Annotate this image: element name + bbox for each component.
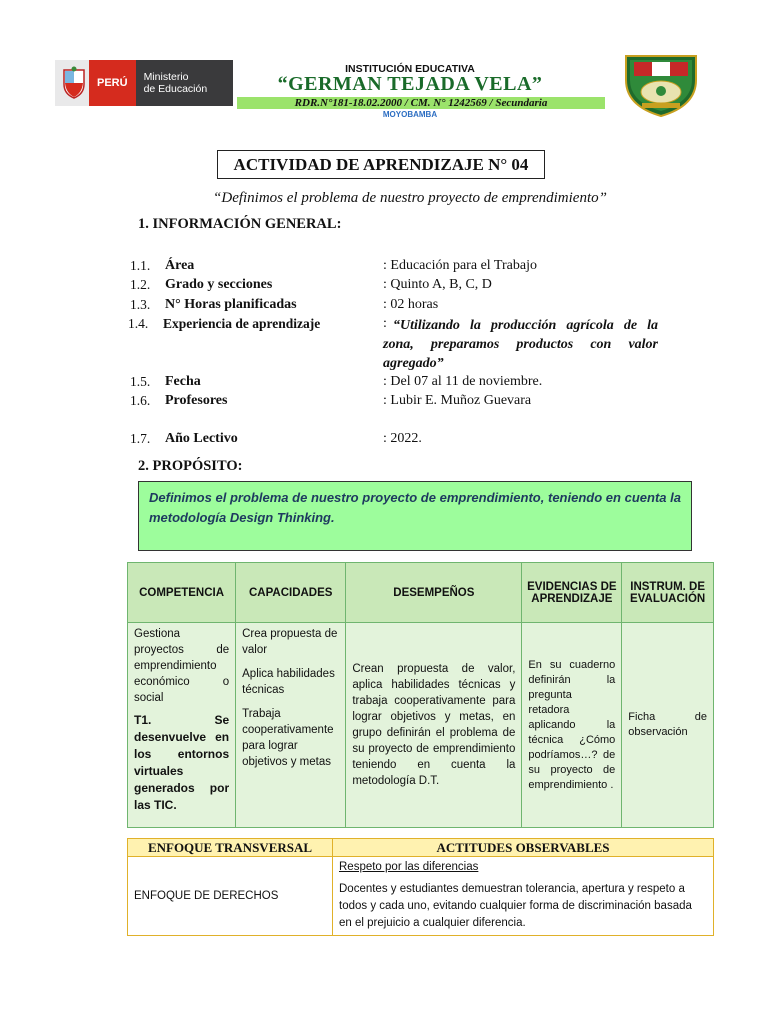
- activity-title: ACTIVIDAD DE APRENDIZAJE N° 04: [217, 150, 545, 179]
- info-value-grado: : Quinto A, B, C, D: [383, 277, 492, 292]
- ministry-name: [136, 60, 233, 106]
- info-value-area: : Educación para el Trabajo: [383, 258, 537, 273]
- institution-label: INSTITUCIÓN EDUCATIVA: [345, 63, 475, 75]
- cell-desempenos: Crean propuesta de valor, aplica habilidades técnicas y trabaja cooperativamente para lograr objetivos y metas, en grupo definirán el problema de su proyecto de emprendimiento teniendo en cuenta la metodología D.T.: [346, 623, 522, 828]
- competencia-t1: T1. Se desenvuelve en los entornos virtuales generados por las TIC.: [134, 713, 230, 812]
- info-value-anio: : 2022.: [383, 431, 422, 446]
- info-label-profesores: Profesores: [165, 393, 228, 408]
- info-value-colon: :: [383, 316, 387, 331]
- enfoque-actitud: Docentes y estudiantes demuestran tolerancia, apertura y respeto a todos y cada uno, evitando cualquier forma de discriminación basada en el prejuicio a cualquier diferencia.: [339, 883, 692, 929]
- proposito-box: Definimos el problema de nuestro proyecto de emprendimiento, teniendo en cuenta la metodología Design Thinking.: [138, 481, 692, 551]
- school-crest-icon: [620, 50, 702, 118]
- info-num: 1.6.: [130, 393, 151, 408]
- school-name: “GERMAN TEJADA VELA”: [277, 73, 543, 95]
- activity-subtitle: “Definimos el problema de nuestro proyecto de emprendimiento”: [213, 190, 607, 206]
- header-instrumento: INSTRUM. DE EVALUACIÓN: [622, 563, 714, 623]
- capacidad-item: Aplica habilidades técnicas: [242, 668, 335, 696]
- cell-competencia: [128, 623, 236, 828]
- header-competencia: COMPETENCIA: [128, 563, 236, 623]
- peru-shield-icon: [59, 64, 89, 102]
- header-enfoque: ENFOQUE TRANSVERSAL: [128, 839, 333, 857]
- ministry-name-line2: de Educación: [143, 83, 208, 95]
- info-value-fecha: : Del 07 al 11 de noviembre.: [383, 374, 543, 389]
- info-label-fecha: Fecha: [165, 374, 201, 389]
- cell-instrumento: Ficha de observación: [622, 623, 714, 828]
- info-label-anio: Año Lectivo: [165, 431, 238, 446]
- resolution-bar: RDR.N°181-18.02.2000 / CM. N° 1242569 / Secundaria: [237, 97, 605, 109]
- header-actitudes: ACTITUDES OBSERVABLES: [333, 839, 714, 857]
- info-num: 1.3.: [130, 297, 151, 312]
- info-value-experiencia: “Utilizando la producción agrícola de la zona, preparamos productos con valor agregado”: [383, 318, 658, 371]
- header-desempenos: DESEMPEÑOS: [346, 563, 522, 623]
- info-num: 1.5.: [130, 374, 151, 389]
- info-label-horas: N° Horas planificadas: [165, 297, 297, 312]
- table-header-row: [128, 563, 714, 623]
- table-row: [128, 857, 714, 936]
- info-label-grado: Grado y secciones: [165, 277, 273, 292]
- cell-enfoque-name: ENFOQUE DE DERECHOS: [128, 857, 333, 936]
- info-num: 1.4.: [128, 316, 149, 331]
- info-label-area: Área: [165, 258, 195, 273]
- city-label: MOYOBAMBA: [382, 110, 438, 119]
- enfoque-table: [127, 838, 714, 936]
- competencia-text: Gestiona proyectos de emprendimiento económico o social: [134, 628, 230, 704]
- ministry-logo: [55, 60, 233, 106]
- header-evidencias: EVIDENCIAS DE APRENDIZAJE: [522, 563, 622, 623]
- section-proposito: 2. PROPÓSITO:: [138, 458, 243, 474]
- info-value-profesores: : Lubir E. Muñoz Guevara: [383, 393, 532, 408]
- competencias-table: [127, 562, 714, 828]
- header-capacidades: CAPACIDADES: [236, 563, 346, 623]
- section-general-info: 1. INFORMACIÓN GENERAL:: [138, 216, 342, 232]
- cell-capacidades: [236, 623, 346, 828]
- cell-evidencias: En su cuaderno definirán la pregunta retadora aplicando la técnica ¿Cómo podríamos…? de su proyecto de emprendimiento .: [522, 623, 622, 828]
- info-num: 1.1.: [130, 258, 151, 273]
- capacidad-item: Crea propuesta de valor: [242, 628, 338, 656]
- info-num: 1.2.: [130, 277, 151, 292]
- table-header-row: [128, 839, 714, 857]
- ministry-name-line1: Ministerio: [143, 71, 189, 83]
- info-num: 1.7.: [130, 431, 151, 446]
- capacidad-item: Trabaja cooperativamente para lograr objetivos y metas: [242, 708, 334, 768]
- enfoque-valor: Respeto por las diferencias: [339, 861, 479, 873]
- table-row: [128, 623, 714, 828]
- info-value-horas: : 02 horas: [383, 297, 439, 312]
- peru-label: PERÚ: [89, 60, 136, 106]
- info-label-experiencia: Experiencia de aprendizaje: [163, 316, 321, 331]
- cell-actitudes: [333, 857, 714, 936]
